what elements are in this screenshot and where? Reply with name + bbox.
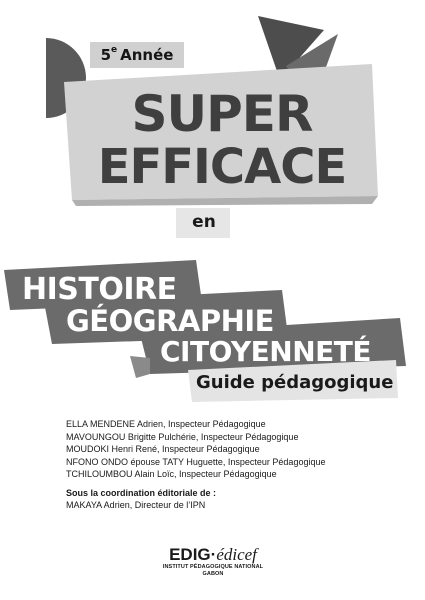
publisher-separator: · (210, 545, 217, 564)
subject-histoire: HISTOIRE (22, 272, 177, 307)
subject-geographie: GÉOGRAPHIE (66, 304, 274, 338)
grade-ordinal: 5 (100, 46, 111, 64)
title-super: SUPER (131, 85, 313, 143)
publisher-name1: EDIG (169, 545, 211, 564)
publisher-name (140, 546, 286, 564)
author-item: NFONO ONDO épouse TATY Huguette, Inspecteur Pédagogique (66, 456, 326, 467)
author-item: ELLA MENDENE Adrien, Inspecteur Pédagogique (66, 419, 266, 429)
publisher-logo (140, 546, 286, 576)
coordination-heading: Sous la coordination éditoriale de : (66, 488, 217, 498)
banner-tail-shape (130, 356, 150, 378)
author-list (66, 418, 386, 481)
publisher-name2: édicef (216, 545, 257, 564)
title-efficace: EFFICACE (97, 139, 347, 195)
title-connector: en (192, 212, 216, 232)
grade-label (92, 44, 182, 66)
grade-suffix: e (111, 45, 118, 55)
author-item: MOUDOKI Henri René, Inspecteur Pédagogique (66, 444, 260, 455)
guide-label: Guide pédagogique (196, 372, 394, 393)
subject-citoyennete: CITOYENNETÉ (160, 335, 371, 368)
publisher-subtitle: INSTITUT PÉDAGOGIQUE NATIONAL (162, 564, 264, 570)
publisher-country: GABON (202, 570, 224, 577)
coordination-name: MAKAYA Adrien, Directeur de l’IPN (66, 500, 206, 510)
author-item: TCHILOUMBOU Alain Loïc, Inspecteur Pédagogique (66, 469, 277, 480)
grade-word: Année (120, 46, 174, 64)
author-item: MAVOUNGOU Brigitte Pulchérie, Inspecteur Pédagogique (66, 431, 299, 442)
